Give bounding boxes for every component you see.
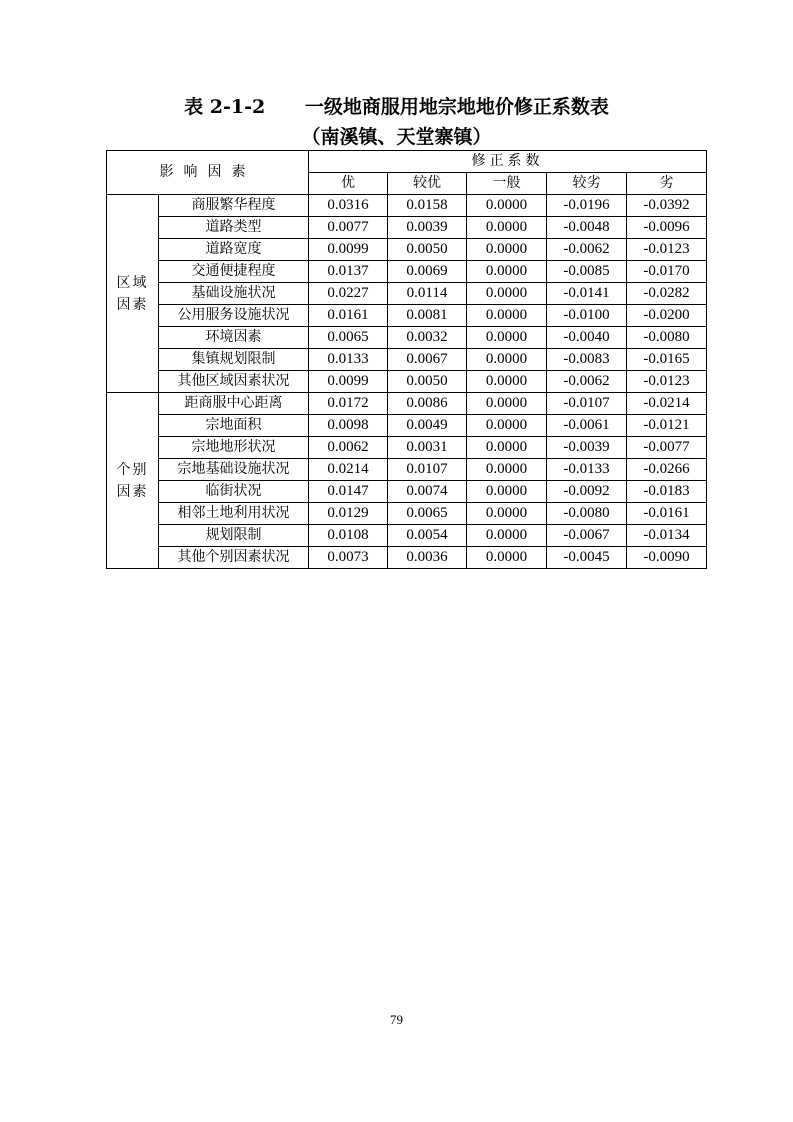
coefficient-value-cell: 0.0227 [309, 283, 388, 305]
table-row [107, 525, 707, 547]
coefficient-value-cell: -0.0045 [547, 547, 627, 569]
coefficient-value-cell: 0.0000 [467, 217, 547, 239]
factor-name-cell: 交通便捷程度 [159, 261, 309, 283]
coefficient-value-cell: 0.0000 [467, 503, 547, 525]
factor-name-cell: 其他个别因素状况 [159, 547, 309, 569]
factor-group-label-line: 个别 [116, 461, 149, 478]
coefficient-value-cell: 0.0133 [309, 349, 388, 371]
coefficient-value-cell: 0.0032 [388, 327, 467, 349]
coefficient-value-cell: -0.0141 [547, 283, 627, 305]
table-row [107, 459, 707, 481]
level-header: 一般 [467, 173, 547, 195]
coefficient-value-cell: 0.0036 [388, 547, 467, 569]
table-row [107, 547, 707, 569]
coefficient-value-cell: -0.0392 [627, 195, 707, 217]
coefficient-value-cell: -0.0266 [627, 459, 707, 481]
coefficient-value-cell: -0.0134 [627, 525, 707, 547]
coefficient-value-cell: 0.0316 [309, 195, 388, 217]
coefficient-value-cell: 0.0000 [467, 305, 547, 327]
coefficient-value-cell: -0.0080 [627, 327, 707, 349]
factor-name-cell: 其他区域因素状况 [159, 371, 309, 393]
coefficient-value-cell: 0.0065 [309, 327, 388, 349]
coefficient-value-cell: 0.0039 [388, 217, 467, 239]
coefficient-value-cell: -0.0083 [547, 349, 627, 371]
factor-name-cell: 集镇规划限制 [159, 349, 309, 371]
page-number: 79 [390, 1012, 403, 1027]
factor-group-label-line: 因素 [116, 483, 149, 500]
coefficient-value-cell: 0.0050 [388, 239, 467, 261]
factor-header: 影响因素 [107, 151, 309, 195]
coefficient-value-cell: 0.0077 [309, 217, 388, 239]
coefficient-value-cell: 0.0067 [388, 349, 467, 371]
coefficient-value-cell: 0.0099 [309, 371, 388, 393]
table-title: 表 2-1-2 一级地商服用地宗地地价修正系数表 [184, 96, 609, 118]
coefficient-value-cell: 0.0107 [388, 459, 467, 481]
factor-group-label-line: 因素 [116, 296, 149, 313]
factor-group-label [107, 195, 159, 393]
coefficient-value-cell: 0.0081 [388, 305, 467, 327]
table-row [107, 261, 707, 283]
factor-name-cell: 商服繁华程度 [159, 195, 309, 217]
table-row [107, 217, 707, 239]
coefficient-value-cell: 0.0114 [388, 283, 467, 305]
coefficient-value-cell: -0.0170 [627, 261, 707, 283]
table-row [107, 239, 707, 261]
factor-name-cell: 道路类型 [159, 217, 309, 239]
factor-group-label-line: 区域 [116, 274, 149, 291]
coefficient-value-cell: 0.0000 [467, 283, 547, 305]
coefficient-value-cell: 0.0086 [388, 393, 467, 415]
coefficient-value-cell: -0.0077 [627, 437, 707, 459]
table-row [107, 371, 707, 393]
correction-coefficient-table [106, 150, 707, 569]
coefficient-value-cell: 0.0000 [467, 195, 547, 217]
level-header: 较优 [388, 173, 467, 195]
coefficient-value-cell: 0.0065 [388, 503, 467, 525]
coefficient-value-cell: -0.0040 [547, 327, 627, 349]
coefficient-value-cell: -0.0048 [547, 217, 627, 239]
coefficient-value-cell: -0.0121 [627, 415, 707, 437]
table-subtitle: （南溪镇、天堂寨镇） [301, 126, 492, 148]
factor-name-cell: 公用服务设施状况 [159, 305, 309, 327]
factor-name-cell: 道路宽度 [159, 239, 309, 261]
coefficient-value-cell: 0.0000 [467, 481, 547, 503]
coefficient-value-cell: -0.0090 [627, 547, 707, 569]
coefficient-header: 修正系数 [309, 151, 707, 173]
coefficient-value-cell: -0.0080 [547, 503, 627, 525]
table-row [107, 195, 707, 217]
coefficient-value-cell: 0.0099 [309, 239, 388, 261]
coefficient-value-cell: 0.0129 [309, 503, 388, 525]
coefficient-value-cell: -0.0165 [627, 349, 707, 371]
coefficient-value-cell: -0.0133 [547, 459, 627, 481]
coefficient-value-cell: -0.0282 [627, 283, 707, 305]
coefficient-value-cell: 0.0000 [467, 349, 547, 371]
coefficient-value-cell: -0.0183 [627, 481, 707, 503]
coefficient-value-cell: 0.0158 [388, 195, 467, 217]
coefficient-value-cell: -0.0214 [627, 393, 707, 415]
coefficient-value-cell: 0.0000 [467, 547, 547, 569]
coefficient-value-cell: 0.0054 [388, 525, 467, 547]
coefficient-value-cell: -0.0039 [547, 437, 627, 459]
factor-name-cell: 临街状况 [159, 481, 309, 503]
factor-name-cell: 距商服中心距离 [159, 393, 309, 415]
coefficient-value-cell: 0.0098 [309, 415, 388, 437]
coefficient-value-cell: -0.0107 [547, 393, 627, 415]
factor-name-cell: 相邻土地利用状况 [159, 503, 309, 525]
table-row [107, 283, 707, 305]
coefficient-value-cell: -0.0062 [547, 371, 627, 393]
factor-name-cell: 宗地基础设施状况 [159, 459, 309, 481]
coefficient-value-cell: 0.0108 [309, 525, 388, 547]
coefficient-value-cell: 0.0062 [309, 437, 388, 459]
coefficient-value-cell: 0.0074 [388, 481, 467, 503]
coefficient-value-cell: 0.0172 [309, 393, 388, 415]
coefficient-value-cell: 0.0000 [467, 327, 547, 349]
coefficient-value-cell: -0.0062 [547, 239, 627, 261]
coefficient-value-cell: -0.0061 [547, 415, 627, 437]
table-row [107, 305, 707, 327]
coefficient-value-cell: 0.0137 [309, 261, 388, 283]
level-header: 劣 [627, 173, 707, 195]
coefficient-value-cell: 0.0050 [388, 371, 467, 393]
table-header-row [107, 151, 707, 173]
coefficient-value-cell: -0.0085 [547, 261, 627, 283]
table-row [107, 327, 707, 349]
coefficient-value-cell: 0.0073 [309, 547, 388, 569]
coefficient-value-cell: 0.0147 [309, 481, 388, 503]
factor-name-cell: 基础设施状况 [159, 283, 309, 305]
coefficient-value-cell: 0.0000 [467, 393, 547, 415]
coefficient-value-cell: 0.0000 [467, 437, 547, 459]
coefficient-value-cell: 0.0214 [309, 459, 388, 481]
factor-name-cell: 宗地面积 [159, 415, 309, 437]
factor-group-label [107, 393, 159, 569]
coefficient-value-cell: 0.0000 [467, 415, 547, 437]
table-body [107, 195, 707, 569]
factor-name-cell: 规划限制 [159, 525, 309, 547]
coefficient-value-cell: 0.0031 [388, 437, 467, 459]
coefficient-value-cell: -0.0123 [627, 371, 707, 393]
coefficient-value-cell: -0.0096 [627, 217, 707, 239]
table-row [107, 415, 707, 437]
coefficient-value-cell: 0.0161 [309, 305, 388, 327]
coefficient-value-cell: 0.0000 [467, 239, 547, 261]
coefficient-value-cell: -0.0100 [547, 305, 627, 327]
table-row [107, 437, 707, 459]
coefficient-value-cell: 0.0000 [467, 261, 547, 283]
coefficient-value-cell: -0.0200 [627, 305, 707, 327]
coefficient-value-cell: 0.0049 [388, 415, 467, 437]
coefficient-value-cell: -0.0092 [547, 481, 627, 503]
coefficient-value-cell: -0.0196 [547, 195, 627, 217]
table-row [107, 393, 707, 415]
level-header: 较劣 [547, 173, 627, 195]
table-row [107, 481, 707, 503]
factor-name-cell: 宗地地形状况 [159, 437, 309, 459]
coefficient-value-cell: -0.0123 [627, 239, 707, 261]
table-row [107, 503, 707, 525]
level-header: 优 [309, 173, 388, 195]
coefficient-value-cell: 0.0069 [388, 261, 467, 283]
coefficient-value-cell: 0.0000 [467, 525, 547, 547]
factor-name-cell: 环境因素 [159, 327, 309, 349]
coefficient-value-cell: 0.0000 [467, 459, 547, 481]
table-row [107, 349, 707, 371]
coefficient-value-cell: -0.0067 [547, 525, 627, 547]
coefficient-value-cell: -0.0161 [627, 503, 707, 525]
coefficient-value-cell: 0.0000 [467, 371, 547, 393]
